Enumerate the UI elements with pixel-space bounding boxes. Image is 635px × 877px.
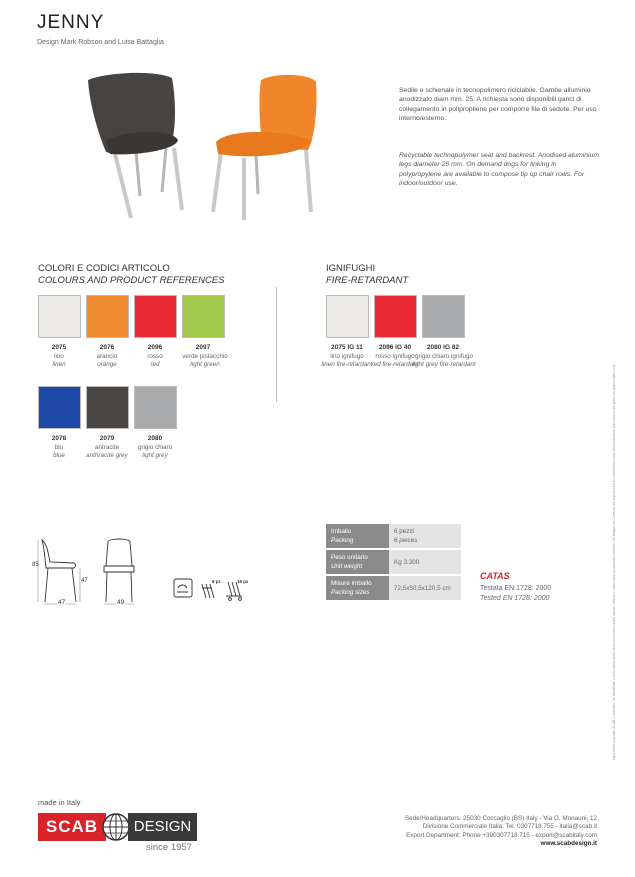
code-2080: 2080 — [147, 435, 163, 442]
dim-width: 49 — [117, 599, 125, 606]
code-2078: 2078 — [51, 435, 67, 442]
dim-seat-height: 47 — [81, 578, 88, 584]
label-light-green: verde pistacchio light green — [182, 353, 228, 369]
certification-text: Testata EN 1728: 2000 Tested EN 1728: 2000 — [480, 585, 552, 602]
code-2075: 2075 — [51, 344, 67, 351]
company-contacts — [300, 815, 597, 849]
code-2096-ig-40: 2096 IG 40 — [378, 344, 412, 351]
code-2079: 2079 — [99, 435, 115, 442]
code-2076: 2076 — [99, 344, 115, 351]
chair-photos — [76, 70, 326, 230]
scab-design-logo — [38, 813, 197, 841]
label-fire-linen: lino ignifugo linen fire-retardant — [321, 353, 373, 369]
swatch-fire-linen — [326, 295, 369, 338]
designer-credit: Design Mark Robson and Luisa Battaglia — [37, 39, 164, 46]
catas-logo: CATAS — [480, 571, 510, 581]
spec-row-size: Misure imballo Packing sizes 72,5x50,5x120,5 cm — [326, 576, 461, 600]
swatch-light-green — [182, 295, 225, 338]
label-fire-light-grey: grigio chiaro ignifugo light grey fire-retardant — [412, 353, 476, 369]
export-department: Export Department: Phone +390307718.715 - export@scabitaly.com — [406, 831, 597, 839]
label-light-grey: grigio chiaro light grey — [137, 444, 173, 460]
swatch-red — [134, 295, 177, 338]
swatch-fire-light-grey — [422, 295, 465, 338]
website-link[interactable]: www.scabdesign.it — [540, 840, 597, 848]
label-orange: arancio orange — [96, 353, 118, 369]
description-italian: Sedile e schienale in tecnopolimero riciclabile. Gambe alluminio anodizzato diam mm. 25. A richiesta sono disponibili ganci di collegamento in polipropilene per comporre file di sedute. Per uso interno/esterno. — [399, 87, 597, 123]
fire-heading-en: FIRE-RETARDANT — [326, 275, 409, 286]
logo-design: DESIGN — [128, 813, 197, 841]
swatch-fire-red — [374, 295, 417, 338]
stack-16-label: 16 pz — [237, 579, 249, 584]
label-blue: blu blue — [53, 444, 65, 460]
description-english: Recyclable technopolymer seat and backrest. Anodised aluminium legs diameter 25 mm. On demand dogs for linking in polypropylene are available to compose tip up chair rows. For indoor/outdoor use. — [399, 152, 599, 188]
code-2097: 2097 — [195, 344, 211, 351]
code-2080-ig-82: 2080 IG 82 — [426, 344, 460, 351]
swatch-orange — [86, 295, 129, 338]
dim-depth: 47 — [58, 599, 66, 606]
chair-anthracite-image — [88, 73, 182, 218]
since-1957: since 1957 — [146, 842, 192, 853]
section-divider — [276, 287, 277, 402]
code-2096: 2096 — [147, 344, 163, 351]
label-linen: lino linen — [52, 353, 66, 369]
logo-scab: SCAB — [38, 813, 106, 841]
headquarters-address: Sede/Headquarters: 25030 Coccaglio (BS) Italy - Via G. Monauni, 12 — [404, 815, 597, 822]
spec-row-packing: Imballo Packing 6 pezzi 6 pieces — [326, 524, 461, 548]
swatch-blue — [38, 386, 81, 429]
label-anthracite: antracite anthracite grey — [86, 444, 128, 460]
product-title: JENNY — [37, 12, 105, 33]
swatch-anthracite — [86, 386, 129, 429]
spec-table — [326, 522, 461, 602]
label-red: rosso red — [147, 353, 163, 369]
legal-side-note: Ogni diritto originale SCAB è riservato, da beneficiati e ai fini della tutela dei diritti d'autore e dei marchi. Misure e colori sono puramente indicativi. All images of Contents are reproduced for information only. Measurements and colours are given as approximate only. — [612, 363, 616, 760]
dim-height: 85 — [32, 562, 39, 568]
made-in-italy: made in Italy — [38, 798, 81, 807]
swatch-linen — [38, 295, 81, 338]
fire-heading-it: IGNIFUGHI — [326, 263, 376, 274]
colours-heading-en: COLOURS AND PRODUCT REFERENCES — [38, 275, 225, 286]
swatch-light-grey — [134, 386, 177, 429]
chair-orange-image — [213, 75, 317, 220]
stack-8-label: 8 pz — [212, 579, 221, 584]
code-2075-ig-11: 2075 IG 11 — [331, 344, 363, 351]
commercial-division: Divisione Commerciale Italia: Tel. 0307718.755 - italia@scab.it — [422, 823, 597, 831]
spec-row-weight: Peso unitario Unit weight Kg 3,300 — [326, 550, 461, 574]
colours-heading-it: COLORI E CODICI ARTICOLO — [38, 263, 170, 274]
globe-icon — [102, 813, 130, 841]
label-fire-red: rosso ignifugo red fire-retardant — [371, 353, 419, 369]
